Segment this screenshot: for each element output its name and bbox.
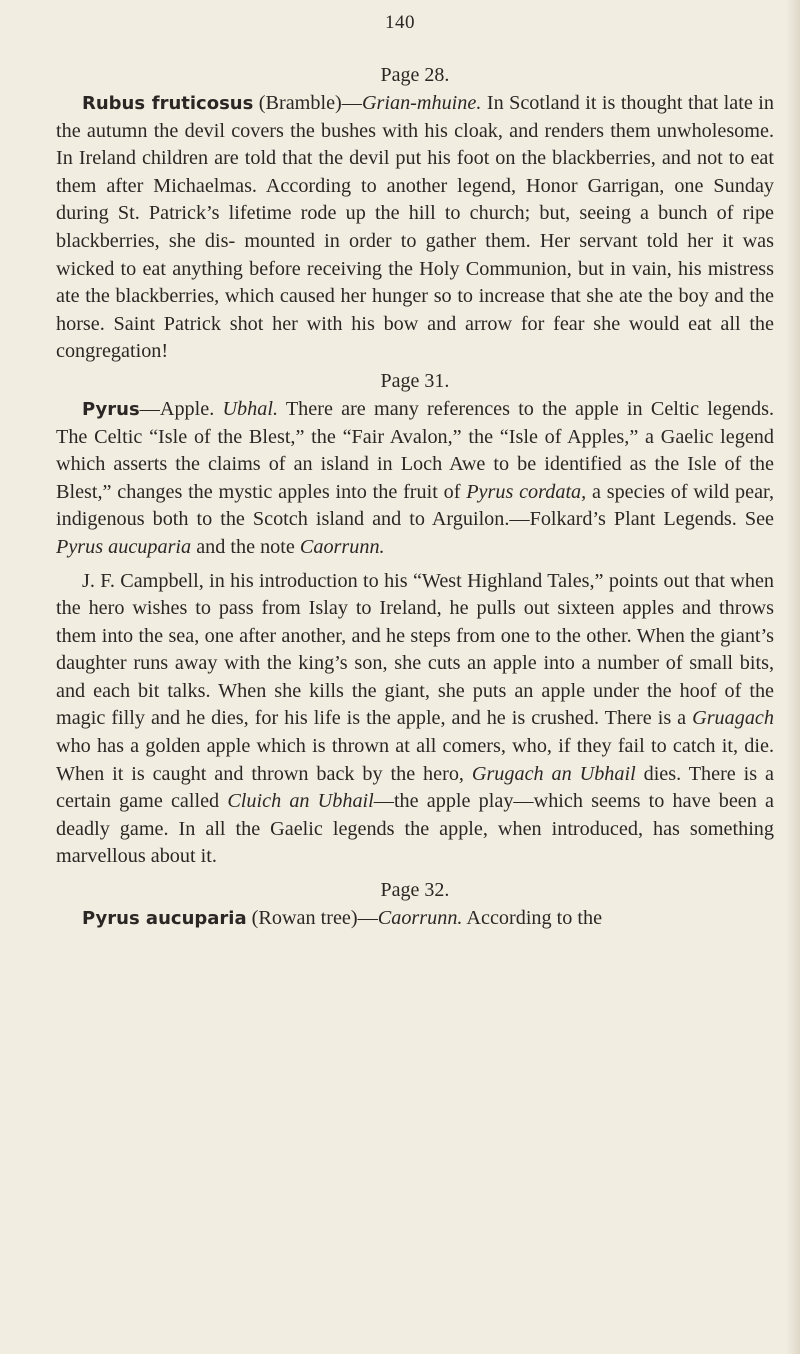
italic-term: Caorrunn. [299, 535, 385, 558]
paragraph-text: In Scotland it is thought that late in the autumn the devil covers the bushes with his cloak, and renders them unwholesome. In Ireland children are told that the devil put his foot on the blackberries, and not to eat them after Michaelmas. According to another legend, Honor Garrigan, one Sunday during St. Patrick’s lifetime rode up the hill to church; but, seeing a bunch of ripe blackberries, she dis- mounted in order to gather them. Her servant told her it was wicked to eat anything before receiving the Holy Communion, but in vain, his mistress ate the blackberries, which caused her hunger so to increase that she ate the boy and the horse. Saint Patrick shot her with his bow and arrow for fear she would eat all the congregation! [56, 92, 774, 363]
italic-term: Cluich an Ubhail [227, 790, 374, 813]
paragraph-text: According to the [462, 907, 603, 930]
common-name: (Rowan tree)— [246, 907, 378, 930]
italic-term: Grugach an Ubhail [471, 762, 636, 785]
paragraph-pyrus [56, 396, 774, 562]
paragraph-rubus [56, 90, 774, 366]
paragraph-text: There are many references to the apple in Celtic legends. The Celtic “Isle of the Blest,” the “Fair Avalon,” the “Isle of Apples,” a Gaelic legend which asserts the claims of an island in Loch Awe to be identified as the Isle of the Blest,” changes the mystic apples into the fruit of [56, 397, 774, 503]
common-name: (Bramble)— [253, 92, 362, 114]
species-term: Pyrus [82, 398, 140, 420]
common-name: —Apple. [139, 397, 223, 420]
paragraph-text: who has a golden apple which is thrown at all comers, who, if they fail to catch it, die. When it is caught and thrown back by the hero, [56, 735, 774, 785]
page-body [56, 60, 774, 933]
paragraph-text: and the note [191, 535, 300, 558]
paragraph-text: dies. There is a certain game called [56, 762, 774, 813]
paragraph-campbell [56, 568, 774, 872]
species-term: Rubus fruticosus [82, 93, 254, 114]
section-heading-page-32: Page 32. [380, 879, 450, 902]
section-heading-page-31: Page 31. [380, 369, 450, 392]
paragraph-text: a species of wild pear, indigenous both to the Scotch island and to Arguilon.—Folkard’s Plant Legends. See [56, 480, 775, 531]
italic-term: Pyrus cordata, [466, 480, 587, 503]
gaelic-name: Ubhal. [222, 397, 278, 420]
species-term: Pyrus aucuparia [82, 908, 247, 930]
paragraph-text: J. F. Campbell, in his introduction to his “West Highland Tales,” points out that when the hero wishes to pass from Islay to Ireland, he pulls out sixteen apples and throws them into the sea, one after another, and he steps from one to the other. When the giant’s daughter runs away with the king’s son, she cuts an apple into a number of small bits, and each bit talks. When she kills the giant, she puts an apple under the hoof of the magic filly and he dies, for his life is the apple, and he is crushed. There is a [56, 569, 774, 730]
page-edge-shadow [786, 0, 800, 1354]
gaelic-name: Grian-mhuine. [361, 92, 482, 114]
italic-term: Pyrus aucuparia [56, 535, 192, 558]
italic-term: Gruagach [692, 707, 774, 730]
paragraph-text: —the apple play—which seems to have been a deadly game. In all the Gaelic legends the apple, when introduced, has something marvellous about it. [56, 790, 774, 868]
gaelic-name: Caorrunn. [377, 907, 463, 930]
section-heading-page-28: Page 28. [380, 64, 450, 86]
paragraph-pyrus-aucuparia [56, 905, 774, 933]
page-number: 140 [385, 12, 415, 33]
